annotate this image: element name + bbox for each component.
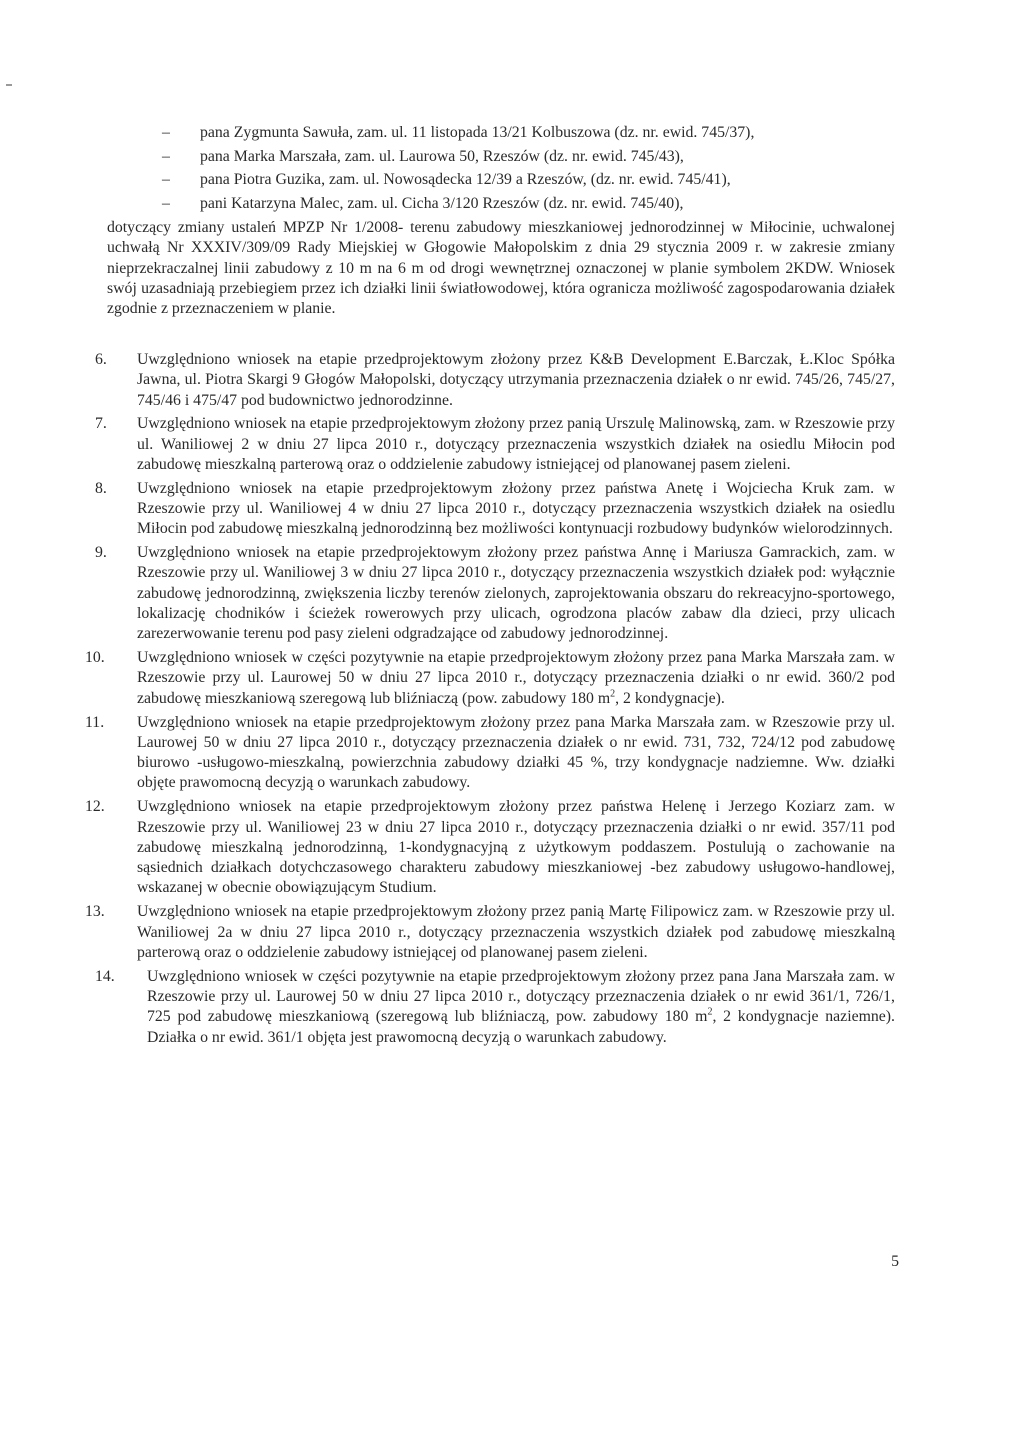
item-number: 10.	[85, 649, 105, 667]
request-item-8	[95, 479, 895, 540]
item-text-end: , 2 kondygnacje naziemne). Działka o nr ewid. 361/1 objęta jest prawomocną decyzją o warunkach zabudowy.	[147, 1008, 896, 1046]
item-number: 7.	[95, 415, 107, 433]
owner-text: pana Zygmunta Sawuła, zam. ul. 11 listopada 13/21 Kolbuszowa (dz. nr. ewid. 745/37),	[200, 124, 755, 141]
dash-marker: –	[162, 124, 170, 141]
request-item-13	[85, 902, 895, 963]
item-text: Uwzględniono wniosek na etapie przedprojektowym złożony przez państwa Helenę i Jerzego Koziarz zam. w Rzeszowie przy ul. Waniliowej 23 w dniu 27 lipca 2010 r., dotyczący przeznaczenia działki o nr ewid. 357/11 pod zabudowę mieszkalną jednorodzinną, 1-kondygnacyjną z użytkowym poddaszem. Postulują o zachowanie na sąsiednich działkach dotychczasowego charakteru zabudowy mieszkaniowej -bez zabudowy usługowo-handlowej, wskazanej w obecnie obowiązującym Studium.	[137, 798, 895, 897]
item-number: 11.	[85, 713, 105, 731]
requests-list	[85, 350, 896, 1051]
item-number: 9.	[95, 544, 107, 562]
item-text: Uwzględniono wniosek na etapie przedprojektowym złożony przez państwa Anetę i Wojciecha Kruk zam. w Rzeszowie przy ul. Waniliowej 4 w dniu 27 lipca 2010 r., dotyczący przeznaczenia wszystkich działek na osiedlu Miłocin pod zabudowę mieszkalną jednorodzinną bez możliwości kontynuacji rozbudowy budynków wielorodzinnych.	[137, 479, 895, 538]
owner-text: pani Katarzyna Malec, zam. ul. Cicha 3/120 Rzeszów (dz. nr. ewid. 745/40),	[200, 194, 684, 212]
owner-item	[162, 170, 902, 194]
scan-artifact	[6, 84, 12, 86]
request-item-9	[95, 543, 895, 644]
request-item-7	[95, 414, 895, 475]
request-item-14	[95, 967, 896, 1048]
item-number: 12.	[85, 798, 105, 816]
item-number: 13.	[85, 903, 105, 921]
owner-text: pana Piotra Guzika, zam. ul. Nowosądecka 12/39 a Rzeszów, (dz. nr. ewid. 745/41),	[200, 171, 731, 188]
item-text: Uwzględniono wniosek na etapie przedprojektowym złożony przez K&B Development E.Barczak, Ł.Kloc Spółka Jawna, ul. Piotra Skargi 9 Głogów Małopolski, dotyczący utrzymania przeznaczenia działek o nr ewid. 745/26, 745/27, 745/46 i 475/47 pod budownictwo jednorodzinne.	[137, 351, 895, 409]
owner-item	[162, 147, 902, 171]
item-text-end: , 2 kondygnacje).	[615, 689, 725, 707]
page-number: 5	[891, 1253, 899, 1270]
superscript: 2	[707, 1006, 713, 1018]
owners-list	[162, 123, 902, 217]
item-text: Uwzględniono wniosek w części pozytywnie na etapie przedprojektowym złożony przez pana Jana Marszała zam. w Rzeszowie przy ul. Laurowej 50 w dniu 27 lipca 2010 r., dotyczący przeznaczenia działek o nr ewid 361/1, 726/1, 725 pod zabudowę mieszkaniową (szeregową lub bliźniaczą, pow. zabudowy 180 m	[147, 967, 895, 1026]
superscript: 2	[610, 688, 616, 700]
item-text: Uwzględniono wniosek na etapie przedprojektowym złożony przez pana Marka Marszała zam. w Rzeszowie przy ul. Laurowej 50 w dniu 27 lipca 2010 r., dotyczący przeznaczenia działek o nr ewid. 731, 732, 724/12 pod zabudowę biurowo -usługowo-mieszkalną, powierzchnia zabudowy działki 45 %, trzy kondygnacje nadziemne. Ww. działki objęte prawomocną decyzją o warunkach zabudowy.	[137, 713, 895, 792]
item-number: 14.	[95, 967, 115, 985]
item-number: 8.	[95, 479, 107, 497]
dash-marker: –	[162, 147, 170, 165]
item-text: Uwzględniono wniosek na etapie przedprojektowym złożony przez panią Martę Filipowicz zam. w Rzeszowie przy ul. Waniliowej 2a w dniu 27 lipca 2010 r., dotyczący przeznaczenia wszystkich działek pod zabudowę mieszkalną parterową oraz o oddzielenie zabudowy istniejącej od planowanej pasem zieleni.	[137, 903, 895, 961]
request-paragraph: dotyczący zmiany ustaleń MPZP Nr 1/2008- terenu zabudowy mieszkaniowej jednorodzinnej w Miłocinie, uchwalonej uchwałą Nr XXXIV/309/09 Rady Miejskiej w Głogowie Małopolskim z dnia 29 stycznia 2009 r. w zakresie zmiany nieprzekraczalnej linii zabudowy z 10 m na 6 m od drogi wewnętrznej oznaczonej w planie symbolem 2KDW. Wniosek swój uzasadniają przebiegiem przez ich działki linii światłowodowej, która ogranicza możliwość zagospodarowania działek zgodnie z przeznaczeniem w planie.	[107, 219, 895, 318]
dash-marker: –	[162, 171, 170, 188]
request-item-11	[85, 713, 895, 794]
request-item-10	[85, 648, 895, 709]
owner-item	[162, 123, 902, 147]
owner-item	[162, 194, 902, 218]
item-text: Uwzględniono wniosek na etapie przedprojektowym złożony przez państwa Annę i Mariusza Gamrackich, zam. w Rzeszowie przy ul. Waniliowej 3 w dniu 27 lipca 2010 r., dotyczący przeznaczenia wszystkich działek pod: wyłącznie zabudowę jednorodzinną, zwiększenia liczby terenów zielonych, zaprojektowania obszaru do rekreacyjno-sportowego, lokalizację chodników i ścieżek rowerowych przy ulicach, ogrodzona placów zabaw dla dzieci, przy ulicach zarezerwowanie terenu pod pasy zieleni odgradzające od zabudowy jednorodzinnej.	[137, 544, 895, 643]
item-number: 6.	[95, 351, 107, 368]
dash-marker: –	[162, 194, 170, 212]
request-item-6	[95, 350, 895, 411]
item-text: Uwzględniono wniosek w części pozytywnie na etapie przedprojektowym złożony przez pana Marka Marszała zam. w Rzeszowie przy ul. Laurowej 50 w dniu 27 lipca 2010 r., dotyczący przeznaczenia działki o nr ewid. 360/2 pod zabudowę mieszkaniową szeregową lub bliźniaczą (pow. zabudowy 180 m	[137, 649, 895, 707]
request-item-12	[85, 797, 895, 898]
item-text: Uwzględniono wniosek na etapie przedprojektowym złożony przez panią Urszulę Malinowską, zam. w Rzeszowie przy ul. Waniliowej 2 w dniu 27 lipca 2010 r., dotyczący przeznaczenia wszystkich działek na osiedlu Miłocin pod zabudowę mieszkalną parterową oraz o oddzielenie zabudowy istniejącej od planowanej pasem zieleni.	[137, 415, 895, 473]
owner-text: pana Marka Marszała, zam. ul. Laurowa 50, Rzeszów (dz. nr. ewid. 745/43),	[200, 147, 684, 165]
